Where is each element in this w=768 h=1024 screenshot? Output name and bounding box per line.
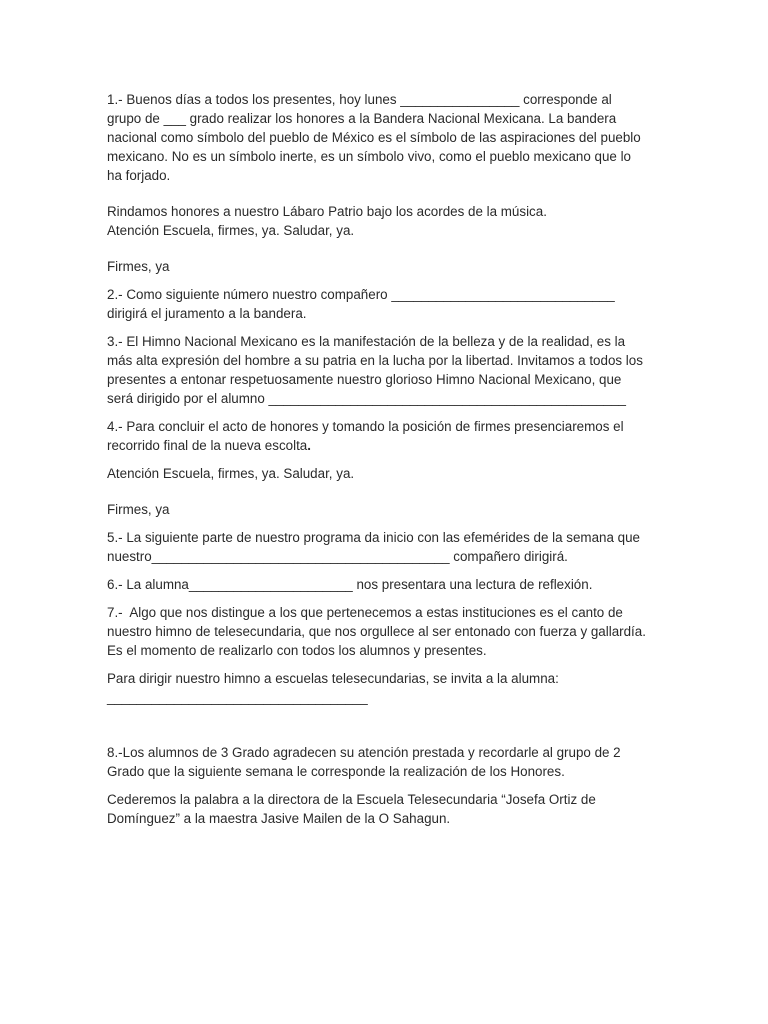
paragraph-1-honores-intro: 1.- Buenos días a todos los presentes, hoy lunes ________________ corresponde al grupo de ___ grado realizar los honores a la Bandera Nacional Mexicana. La bandera nacional como símbolo del pueblo de México es el símbolo de las aspiraciones del pueblo mexicano. No es un símbolo inerte, es un símbolo vivo, como el pueblo mexicano que lo ha forjado. [107, 92, 645, 183]
paragraph-4-period: . [307, 438, 311, 453]
paragraph-alumna-blank: ___________________________________ [107, 690, 368, 705]
paragraph-4-text: 4.- Para concluir el acto de honores y tomando la posición de firmes presenciaremos el recorrido final de la nueva escolta [107, 419, 628, 453]
paragraph-atencion-escuela-1: Atención Escuela, firmes, ya. Saludar, ya. [107, 223, 355, 238]
paragraph-atencion-escuela-2: Atención Escuela, firmes, ya. Saludar, ya. [107, 466, 355, 481]
paragraph-firmes-1: Firmes, ya [107, 259, 170, 274]
paragraph-firmes-2: Firmes, ya [107, 502, 170, 517]
paragraph-2-juramento: 2.- Como siguiente número nuestro compañero ______________________________ dirigirá el juramento a la bandera. [107, 287, 619, 321]
paragraph-6-lectura: 6.- La alumna______________________ nos presentara una lectura de reflexión. [107, 577, 593, 592]
paragraph-rindamos-honores: Rindamos honores a nuestro Lábaro Patrio bajo los acordes de la música. [107, 204, 547, 219]
paragraph-7-himno-telesecundaria: 7.- Algo que nos distingue a los que pertenecemos a estas instituciones es el canto de nuestro himno de telesecundaria, que nos orgullece al ser entonado con fuerza y gallardía. Es el momento de realizarlo con todos los alumnos y presentes. [107, 605, 650, 658]
paragraph-8-agradecimiento: 8.-Los alumnos de 3 Grado agradecen su atención prestada y recordarle al grupo de 2 Grado que la siguiente semana le corresponde la realización de los Honores. [107, 745, 625, 779]
paragraph-5-efemerides: 5.- La siguiente parte de nuestro programa da inicio con las efemérides de la semana que nuestro________________________________________ compañero dirigirá. [107, 530, 644, 564]
paragraph-3-himno-nacional: 3.- El Himno Nacional Mexicano es la manifestación de la belleza y de la realidad, es la más alta expresión del hombre a su patria en la lucha por la libertad. Invitamos a todos los presentes a entonar respetuosamente nuestro glorioso Himno Nacional Mexicano, que será dirigido por el alumno ________________________________________________ [107, 334, 647, 406]
paragraph-cederemos-palabra: Cederemos la palabra a la directora de la Escuela Telesecundaria “Josefa Ortiz de Domínguez” a la maestra Jasive Mailen de la O Sahagun. [107, 792, 600, 826]
paragraph-dirigir-himno: Para dirigir nuestro himno a escuelas telesecundarias, se invita a la alumna: [107, 671, 559, 686]
paragraph-4-concluir [107, 417, 647, 455]
document-body [107, 90, 650, 828]
